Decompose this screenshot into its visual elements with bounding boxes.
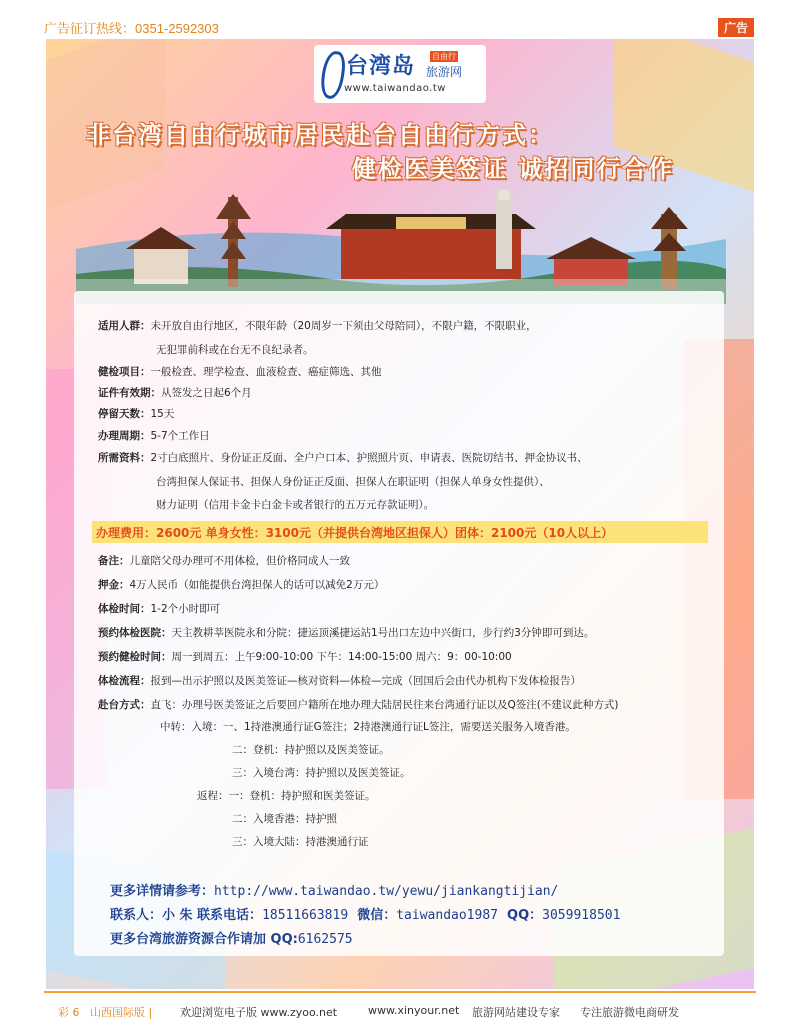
detail-stay-days xyxy=(98,405,174,423)
note-label: 体检时间： xyxy=(98,603,151,615)
note-hospital xyxy=(98,624,594,642)
contact-qq-label: QQ： xyxy=(507,908,543,923)
logo-url: www.taiwandao.tw xyxy=(344,83,446,94)
detail-validity xyxy=(98,384,252,402)
landmarks-illustration xyxy=(76,189,726,304)
footer-page-number: 彩 6 xyxy=(58,1006,80,1019)
contact-wechat: taiwandao1987 xyxy=(396,908,498,923)
contact-ref-link[interactable]: http://www.taiwandao.tw/yewu/jiankangtijian/ xyxy=(214,884,559,899)
transit-line: 二：入境香港：持护照 xyxy=(232,813,337,825)
top-bar xyxy=(0,0,800,36)
detail-required-docs-cont: 台湾担保人保证书、担保人身份证正反面、担保人在职证明（担保人单身女性提供）、 xyxy=(156,476,550,488)
logo-badge: 自由行 xyxy=(432,52,456,61)
headline-line-2: 健检医美签证 诚招同行合作 xyxy=(352,154,675,183)
detail-label: 办理周期： xyxy=(98,430,151,442)
note-label: 押金： xyxy=(98,579,130,591)
footer-slogan-2: 专注旅游微电商研发 xyxy=(580,1006,679,1019)
detail-applicants xyxy=(98,317,537,335)
note-appointment-time xyxy=(98,648,512,666)
note-value: 直飞：办理号医美签证之后要回户籍所在地办理大陆居民往来台湾通行证以及Q签注(不建议此种方式) xyxy=(150,699,619,711)
transit-line: 三：入境台湾：持护照以及医美签证。 xyxy=(232,767,411,779)
contact-qq: 3059918501 xyxy=(542,908,621,923)
ad-hotline: 广告征订热线：0351-2592303 xyxy=(44,21,219,36)
detail-value: 15天 xyxy=(150,408,175,420)
transit-line: 三：入境大陆：持港澳通行证 xyxy=(232,836,369,848)
contact-more-label: 更多台湾旅游资源合作请加 QQ: xyxy=(110,932,298,947)
transit-line: 中转：入境：一、1持港澳通行证G签注；2持港澳通行证L签注，需要送关服务入境香港。 xyxy=(160,721,576,733)
transit-line: 返程：一：登机：持护照和医美签证。 xyxy=(197,790,376,802)
detail-required-docs-cont: 财力证明（信用卡金卡白金卡或者银行的五万元存款证明）。 xyxy=(156,499,435,511)
note-deposit xyxy=(98,576,384,594)
detail-applicants-cont: 无犯罪前科或在台无不良纪录者。 xyxy=(156,344,314,356)
detail-label: 停留天数： xyxy=(98,408,151,420)
taiwan-map-icon xyxy=(319,50,347,101)
detail-label: 所需资料： xyxy=(98,452,151,464)
detail-label: 适用人群： xyxy=(98,320,151,332)
footer-rule xyxy=(44,991,756,993)
detail-value: 未开放自由行地区，不限年龄（20周岁一下须由父母陪同），不限户籍，不限职业， xyxy=(150,320,537,332)
note-label: 体检流程： xyxy=(98,675,151,687)
advertisement-poster xyxy=(46,39,754,989)
contact-more xyxy=(110,928,353,947)
detail-value: 2寸白底照片、身份证正反面、全户户口本、护照照片页、申请表、医院切结书、押金协议书、 xyxy=(150,452,588,464)
detail-required-docs xyxy=(98,449,588,467)
ad-tag: 广告 xyxy=(718,18,754,37)
footer-site-link[interactable]: www.xinyour.net xyxy=(368,1004,460,1017)
note-value: 4万人民币（如能提供台湾担保人的话可以减免2万元） xyxy=(129,579,385,591)
note-travel-method xyxy=(98,696,618,714)
footer-edition: 山西国际版 | xyxy=(90,1006,153,1019)
note-check-flow xyxy=(98,672,581,690)
footer-epaper-link[interactable]: 欢迎浏览电子版 www.zyoo.net xyxy=(180,1006,338,1019)
note-value: 天主教耕莘医院永和分院：捷运顶溪捷运站1号出口左边中兴街口，步行约3分钟即可到达。 xyxy=(171,627,595,639)
note-label: 赴台方式： xyxy=(98,699,151,711)
contact-phone: 18511663819 xyxy=(262,908,349,923)
contact-more-qq: 6162575 xyxy=(297,932,353,947)
contact-wechat-label: 微信： xyxy=(357,908,397,923)
contact-ref-label: 更多详情请参考： xyxy=(110,884,215,899)
footer-slogan-1: 旅游网站建设专家 xyxy=(472,1006,560,1019)
contact-person-label: 联系人：小 朱 联系电话： xyxy=(110,908,263,923)
note-label: 备注： xyxy=(98,555,130,567)
note-value: 儿童陪父母办理可不用体检，但价格同成人一致 xyxy=(129,555,350,567)
detail-value: 从签发之日起6个月 xyxy=(161,387,252,399)
detail-processing-period xyxy=(98,427,210,445)
detail-value: 一般检查、理学检查、血液检查、癌症筛选、其他 xyxy=(150,366,382,378)
logo-subtitle: 旅游网 xyxy=(426,65,463,79)
logo-brand-text: 台湾岛 xyxy=(346,54,416,79)
headline-line-1: 非台湾自由行城市居民赴台自由行方式： xyxy=(86,120,554,149)
contact-reference xyxy=(110,880,558,899)
detail-label: 健检项目： xyxy=(98,366,151,378)
transit-line: 二：登机：持护照以及医美签证。 xyxy=(232,744,390,756)
note-label: 预约体检医院： xyxy=(98,627,172,639)
note-label: 预约健检时间： xyxy=(98,651,172,663)
note-value: 周一到周五：上午9:00-10:00 下午：14:00-15:00 周六：9：00-10:00 xyxy=(171,651,512,663)
note-check-time xyxy=(98,600,220,618)
note-value: 1-2个小时即可 xyxy=(150,603,221,615)
note-children xyxy=(98,552,350,570)
detail-label: 证件有效期： xyxy=(98,387,161,399)
detail-value: 5-7个工作日 xyxy=(150,430,210,442)
contact-person xyxy=(110,904,620,923)
fee-text: 办理费用：2600元 单身女性：3100元（并提供台湾地区担保人）团体：2100元（10人以上） xyxy=(96,526,614,540)
brand-logo xyxy=(314,45,486,103)
note-value: 报到—出示护照以及医美签证—核对资料—体检—完成（回国后会由代办机构下发体检报告） xyxy=(150,675,581,687)
detail-check-items xyxy=(98,363,382,381)
